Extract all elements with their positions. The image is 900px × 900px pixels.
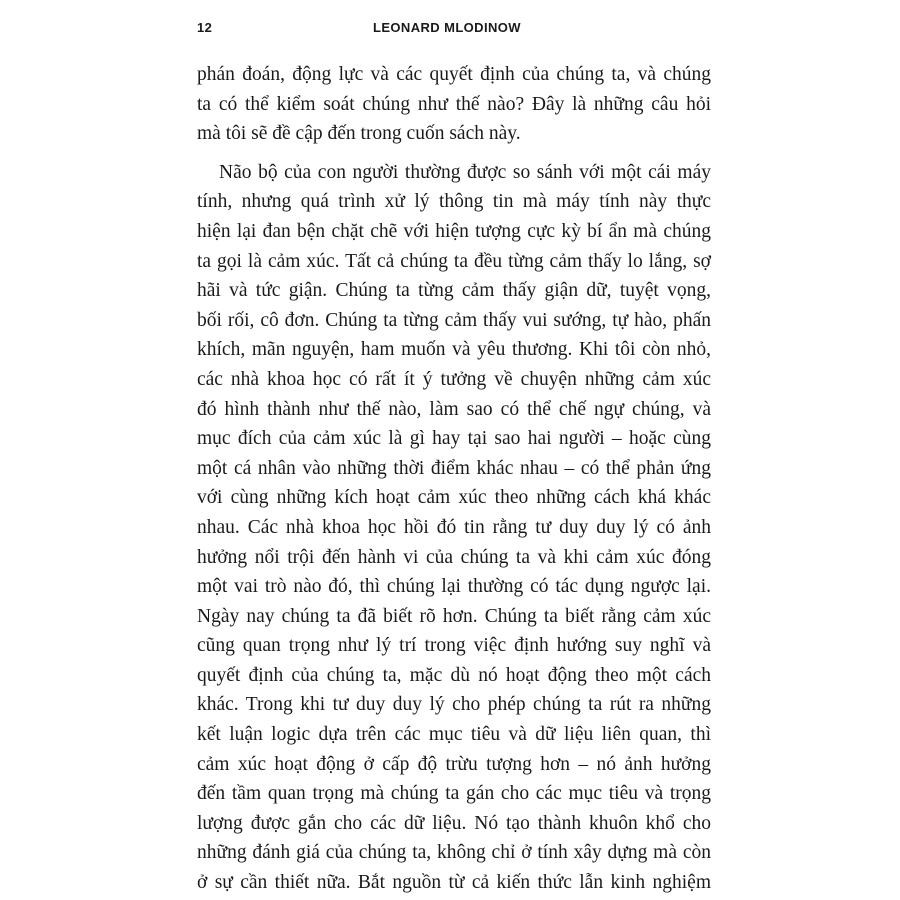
- text-line: đó hình thành như thế nào, làm sao có thể chế ngự chúng, và: [197, 398, 711, 420]
- text-line: những đánh giá của chúng ta, không chỉ ở tính xây dựng mà còn: [197, 842, 711, 864]
- body-text: [197, 60, 711, 898]
- text-line: cũng quan trọng như lý trí trong việc định hướng suy nghĩ và: [197, 635, 711, 657]
- text-line: ta có thể kiểm soát chúng như thế nào? Đây là những câu hỏi: [197, 93, 711, 115]
- text-line: lượng được gắn cho các dữ liệu. Nó tạo thành khuôn khổ cho: [197, 812, 711, 834]
- paragraph-1: [197, 60, 711, 149]
- text-line: hiện lại đan bện chặt chẽ với hiện tượng cực kỳ bí ẩn mà chúng: [197, 220, 711, 242]
- text-line: hưởng nổi trội đến hành vi của chúng ta và khi cảm xúc đóng: [197, 546, 711, 568]
- page-number: 12: [197, 20, 213, 35]
- text-line: mục đích của cảm xúc là gì hay tại sao hai người – hoặc cùng: [197, 428, 711, 450]
- text-line: mà tôi sẽ đề cập đến trong cuốn sách này.: [197, 123, 521, 145]
- text-line: đến tầm quan trọng mà chúng ta gán cho các mục tiêu và trọng: [197, 783, 711, 805]
- text-line: ở sự cần thiết nữa. Bắt nguồn từ cả kiến thức lẫn kinh nghiệm: [197, 872, 711, 894]
- text-line: bối rối, cô đơn. Chúng ta từng cảm thấy vui sướng, tự hào, phấn: [197, 309, 711, 331]
- text-line: Não bộ của con người thường được so sánh với một cái máy: [219, 161, 711, 183]
- text-line: hãi và tức giận. Chúng ta từng cảm thấy giận dữ, tuyệt vọng,: [197, 280, 711, 302]
- paragraph-2: [197, 158, 711, 898]
- text-line: phán đoán, động lực và các quyết định của chúng ta, và chúng: [197, 64, 711, 85]
- text-line: khác. Trong khi tư duy duy lý cho phép chúng ta rút ra những: [197, 694, 711, 716]
- text-line: các nhà khoa học có rất ít ý tưởng về chuyện những cảm xúc: [197, 368, 711, 390]
- text-line: kết luận logic dựa trên các mục tiêu và dữ liệu liên quan, thì: [197, 724, 711, 746]
- running-head: [197, 20, 717, 42]
- text-line: cảm xúc hoạt động ở cấp độ trừu tượng hơn – nó ảnh hưởng: [197, 753, 711, 775]
- text-line: Ngày nay chúng ta đã biết rõ hơn. Chúng ta biết rằng cảm xúc: [197, 605, 711, 627]
- running-head-author: LEONARD MLODINOW: [373, 20, 521, 35]
- text-line: một vai trò nào đó, thì chúng lại thường có tác dụng ngược lại.: [197, 576, 711, 598]
- text-line: ta gọi là cảm xúc. Tất cả chúng ta đều từng cảm thấy lo lắng, sợ: [197, 250, 711, 272]
- text-line: nhau. Các nhà khoa học hồi đó tin rằng tư duy duy lý có ảnh: [197, 516, 711, 538]
- paragraph-spacer: [197, 149, 711, 158]
- text-line: quyết định của chúng ta, mặc dù nó hoạt động theo một cách: [197, 664, 711, 686]
- text-line: với cùng những kích hoạt cảm xúc theo những cách khá khác: [197, 487, 711, 509]
- text-line: tính, nhưng quá trình xử lý thông tin mà máy tính này thực: [197, 191, 711, 213]
- text-line: một cá nhân vào những thời điểm khác nhau – có thể phản ứng: [197, 457, 711, 479]
- text-line: khích, mãn nguyện, ham muốn và yêu thương. Khi tôi còn nhỏ,: [197, 339, 711, 361]
